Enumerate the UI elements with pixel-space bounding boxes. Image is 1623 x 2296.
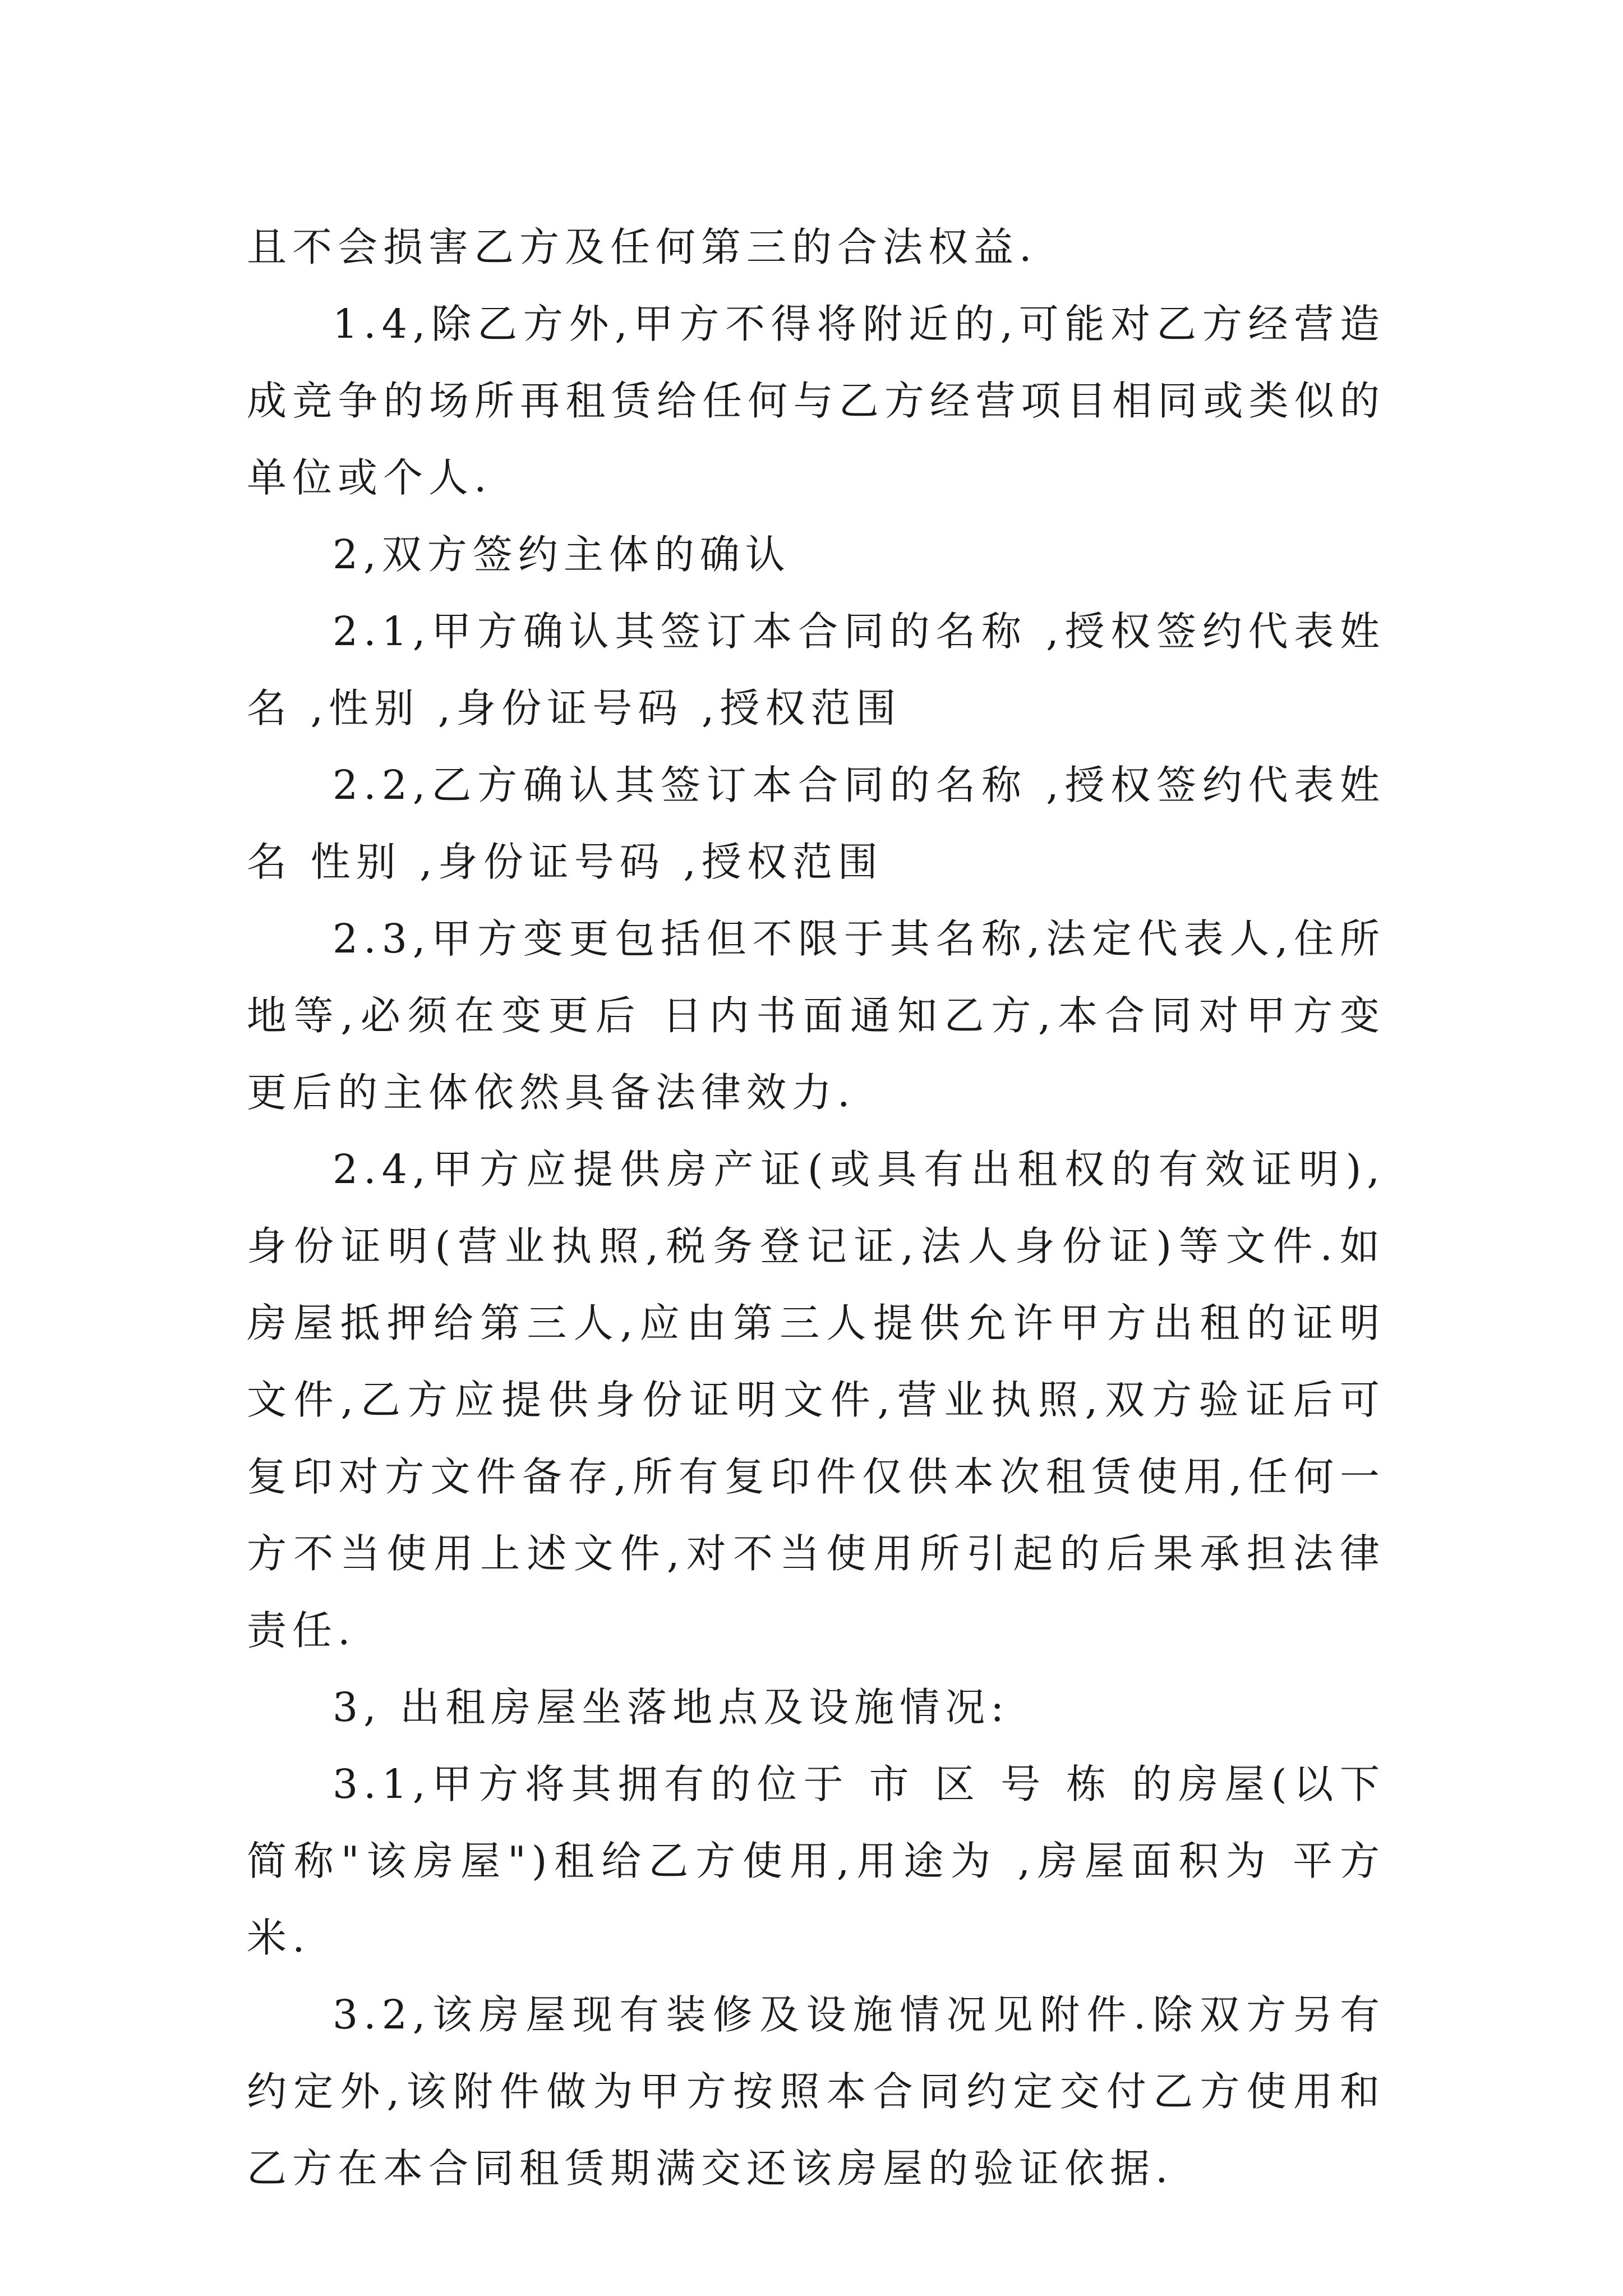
paragraph-3-1: 3.1,甲方将其拥有的位于 市 区 号 栋 的房屋(以下简称"该房屋")租给乙方使用,用途为 ,房屋面积为 平方米. [247,1761,1385,1961]
paragraph-2-2: 2.2,乙方确认其签订本合同的名称 ,授权签约代表姓名 性别 ,身份证号码 ,授权范围 [247,762,1385,885]
paragraph-3-2: 3.2,该房屋现有装修及设施情况见附件.除双方另有约定外,该附件做为甲方按照本合同约定交付乙方使用和乙方在本合同租赁期满交还该房屋的验证依据. [247,1991,1385,2192]
paragraph-2-4: 2.4,甲方应提供房产证(或具有出租权的有效证明),身份证明(营业执照,税务登记证,法人身份证)等文件.如房屋抵押给第三人,应由第三人提供允许甲方出租的证明文件,乙方应提供身份证明文件,营业执照,双方验证后可复印对方文件备存,所有复印件仅供本次租赁使用,任何一方不当使用上述文件,对不当使用所引起的后果承担法律责任. [247,1146,1385,1654]
paragraph-1-4: 1.4,除乙方外,甲方不得将附近的,可能对乙方经营造成竞争的场所再租赁给任何与乙方经营项目相同或类似的单位或个人. [247,301,1385,501]
paragraph-2-1: 2.1,甲方确认其签订本合同的名称 ,授权签约代表姓名 ,性别 ,身份证号码 ,授权范围 [247,608,1385,731]
paragraph-continuation: 且不会损害乙方及任何第三的合法权益. [247,224,1038,270]
section-heading-3: 3, 出租房屋坐落地点及设施情况: [333,1684,1010,1731]
section-heading-2: 2,双方签约主体的确认 [333,531,791,578]
document-body [247,209,1385,2207]
paragraph-2-3: 2.3,甲方变更包括但不限于其名称,法定代表人,住所地等,必须在变更后 日内书面通知乙方,本合同对甲方变更后的主体依然具备法律效力. [247,915,1385,1116]
